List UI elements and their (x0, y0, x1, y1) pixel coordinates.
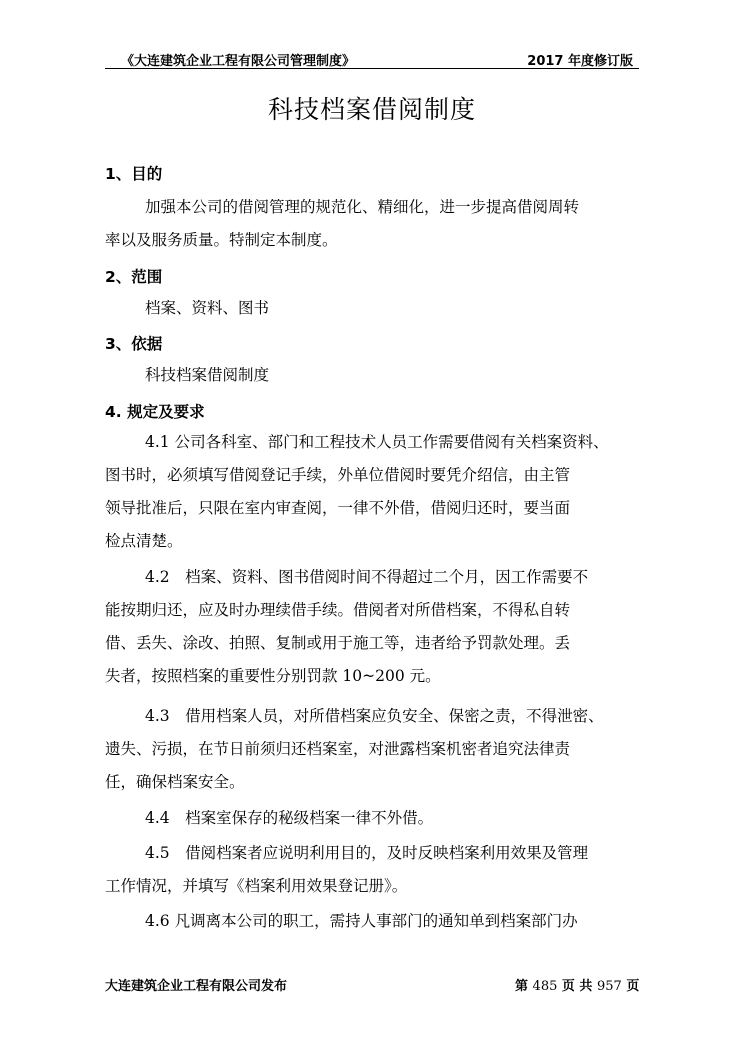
paragraph-line: 4.2 档案、资料、图书借阅时间不得超过二个月，因工作需要不 (145, 568, 589, 586)
clause-4-6 (105, 905, 645, 938)
header-divider (105, 68, 639, 69)
paragraph-line: 4.3 借用档案人员，对所借档案应负安全、保密之责，不得泄密、 (145, 707, 604, 725)
header-document-series: 《大连建筑企业工程有限公司管理制度》 (121, 54, 356, 69)
paragraph-line: 档案、资料、图书 (145, 299, 270, 317)
paragraph-line: 4.1 公司各科室、部门和工程技术人员工作需要借阅有关档案资料、 (145, 433, 609, 451)
section-heading-scope: 2、范围 (105, 268, 163, 286)
clause-4-1 (105, 426, 645, 558)
paragraph-line: 科技档案借阅制度 (145, 366, 270, 384)
header-edition: 2017 年度修订版 (527, 54, 633, 69)
page-total: 957 (596, 979, 622, 994)
page-prefix: 第 (515, 979, 529, 994)
section-heading-basis: 3、依据 (105, 335, 163, 353)
section-body-basis (105, 359, 645, 392)
footer-publisher: 大连建筑企业工程有限公司发布 (105, 979, 288, 994)
page-suffix: 页 (626, 979, 640, 994)
paragraph-line: 检点清楚。 (105, 532, 183, 550)
paragraph-line: 借、丢失、涂改、拍照、复制或用于施工等，违者给予罚款处理。丢 (105, 634, 571, 652)
paragraph-line: 率以及服务质量。特制定本制度。 (105, 231, 338, 249)
clause-4-2 (105, 561, 645, 693)
clause-4-4 (105, 802, 645, 835)
section-body-purpose (105, 191, 645, 257)
section-body-scope (105, 292, 645, 325)
clause-4-3 (105, 700, 645, 799)
paragraph-line: 加强本公司的借阅管理的规范化、精细化，进一步提高借阅周转 (145, 198, 580, 216)
paragraph-line: 能按期归还，应及时办理续借手续。借阅者对所借档案，不得私自转 (105, 601, 571, 619)
section-heading-requirements: 4. 规定及要求 (105, 403, 205, 421)
page-mid: 页 共 (561, 979, 593, 994)
paragraph-line: 工作情况，并填写《档案利用效果登记册》。 (105, 877, 408, 895)
paragraph-line: 4.6 凡调离本公司的职工，需持人事部门的通知单到档案部门办 (145, 912, 578, 930)
paragraph-line: 任，确保档案安全。 (105, 773, 245, 791)
page-header (105, 46, 639, 68)
page-current: 485 (532, 979, 558, 994)
paragraph-line: 4.5 借阅档案者应说明利用目的，及时反映档案利用效果及管理 (145, 844, 589, 862)
paragraph-line: 领导批准后，只限在室内审查阅，一律不外借，借阅归还时，要当面 (105, 499, 571, 517)
paragraph-line: 4.4 档案室保存的秘级档案一律不外借。 (145, 809, 434, 827)
paragraph-line: 图书时，必须填写借阅登记手续，外单位借阅时要凭介绍信，由主管 (105, 466, 571, 484)
paragraph-line: 失者，按照档案的重要性分别罚款 10~200 元。 (105, 667, 441, 685)
paragraph-line: 遗失、污损，在节日前须归还档案室，对泄露档案机密者追究法律责 (105, 740, 571, 758)
clause-4-5 (105, 837, 645, 903)
footer-page-number (515, 975, 639, 994)
document-title: 科技档案借阅制度 (267, 95, 476, 124)
section-heading-purpose: 1、目的 (105, 165, 163, 183)
